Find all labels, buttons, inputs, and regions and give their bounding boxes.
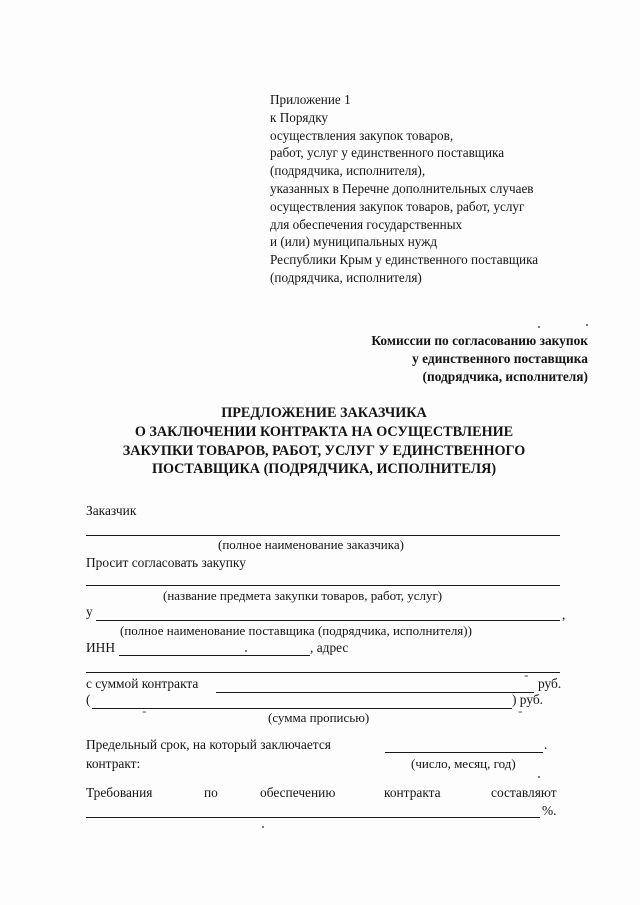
scan-speck — [262, 826, 264, 828]
scan-speck — [245, 650, 247, 652]
addressee-line: Комиссии по согласованию закупок — [371, 333, 588, 348]
appendix-line: и (или) муниципальных нужд — [270, 234, 438, 250]
contract-deadline-field[interactable] — [385, 752, 543, 753]
security-word: составляют — [491, 785, 557, 800]
appendix-line: (подрядчика, исполнителя), — [270, 163, 426, 179]
sum-words-open: ( — [86, 692, 91, 707]
request-label: Просит согласовать закупку — [86, 555, 246, 570]
subject-caption: (название предмета закупки товаров, работ, услуг) — [163, 588, 443, 603]
scan-speck — [586, 324, 588, 326]
appendix-header — [270, 91, 538, 287]
title-line: ЗАКУПКИ ТОВАРОВ, РАБОТ, УСЛУГ У ЕДИНСТВЕННОГО — [122, 442, 526, 459]
document-title — [60, 404, 588, 479]
scan-speck — [538, 326, 540, 328]
scan-mark: - — [524, 667, 529, 682]
deadline-label-continued: контракт: — [86, 756, 141, 771]
inn-field[interactable] — [119, 655, 310, 656]
scan-speck — [538, 776, 540, 778]
security-word: Требования — [86, 785, 153, 800]
customer-label: Заказчик — [86, 503, 137, 518]
addressee-block — [371, 332, 588, 386]
procurement-subject-field[interactable] — [86, 585, 560, 586]
scan-mark: - — [142, 703, 147, 718]
contract-security-field[interactable] — [86, 817, 540, 818]
addressee-line: (подрядчика, исполнителя) — [422, 369, 588, 384]
appendix-line: указанных в Перечне дополнительных случаев — [270, 180, 534, 196]
appendix-line: Республики Крым у единственного поставщика — [270, 252, 539, 268]
contract-sum-field[interactable] — [216, 692, 534, 693]
title-line: О ЗАКЛЮЧЕНИИ КОНТРАКТА НА ОСУЩЕСТВЛЕНИЕ — [134, 423, 514, 440]
appendix-line: Приложение 1 — [270, 92, 351, 107]
deadline-label: Предельный срок, на который заключается — [86, 737, 331, 752]
supplier-caption: (полное наименование поставщика (подрядчика, исполнителя)) — [120, 623, 472, 638]
currency-label: руб. — [538, 676, 562, 691]
security-word: по — [204, 785, 218, 800]
appendix-line: работ, услуг у единственного поставщика — [270, 145, 505, 161]
sum-words-close: ) руб. — [512, 692, 544, 707]
percent-label: %. — [542, 803, 557, 818]
title-line: ПОСТАВЩИКА (ПОДРЯДЧИКА, ИСПОЛНИТЕЛЯ) — [151, 461, 497, 478]
appendix-line: к Порядку — [270, 109, 329, 125]
appendix-line: (подрядчика, исполнителя) — [270, 269, 422, 285]
appendix-line: для обеспечения государственных — [270, 216, 463, 232]
title-line: ПРЕДЛОЖЕНИЕ ЗАКАЗЧИКА — [221, 405, 427, 421]
supplier-prefix: у — [86, 604, 93, 619]
inn-label: ИНН — [86, 640, 116, 655]
customer-name-field[interactable] — [86, 535, 560, 536]
date-caption: (число, месяц, год) — [411, 756, 516, 771]
sum-words-caption: (сумма прописью) — [268, 710, 370, 725]
scan-mark: - — [518, 703, 523, 718]
security-word: контракта — [384, 785, 441, 800]
security-word: обеспечению — [260, 785, 336, 800]
customer-caption: (полное наименование заказчика) — [218, 537, 404, 552]
deadline-end: . — [544, 737, 548, 752]
supplier-name-field[interactable] — [96, 620, 560, 621]
appendix-line: осуществления закупок товаров, — [270, 127, 454, 143]
sum-in-words-field[interactable] — [92, 708, 512, 709]
appendix-line: осуществления закупок товаров, работ, услуг — [270, 198, 525, 214]
address-label: , адрес — [310, 640, 349, 655]
contract-sum-label: с суммой контракта — [86, 676, 199, 691]
address-field[interactable] — [86, 672, 560, 673]
addressee-line: у единственного поставщика — [412, 351, 588, 366]
supplier-suffix: , — [562, 607, 566, 622]
